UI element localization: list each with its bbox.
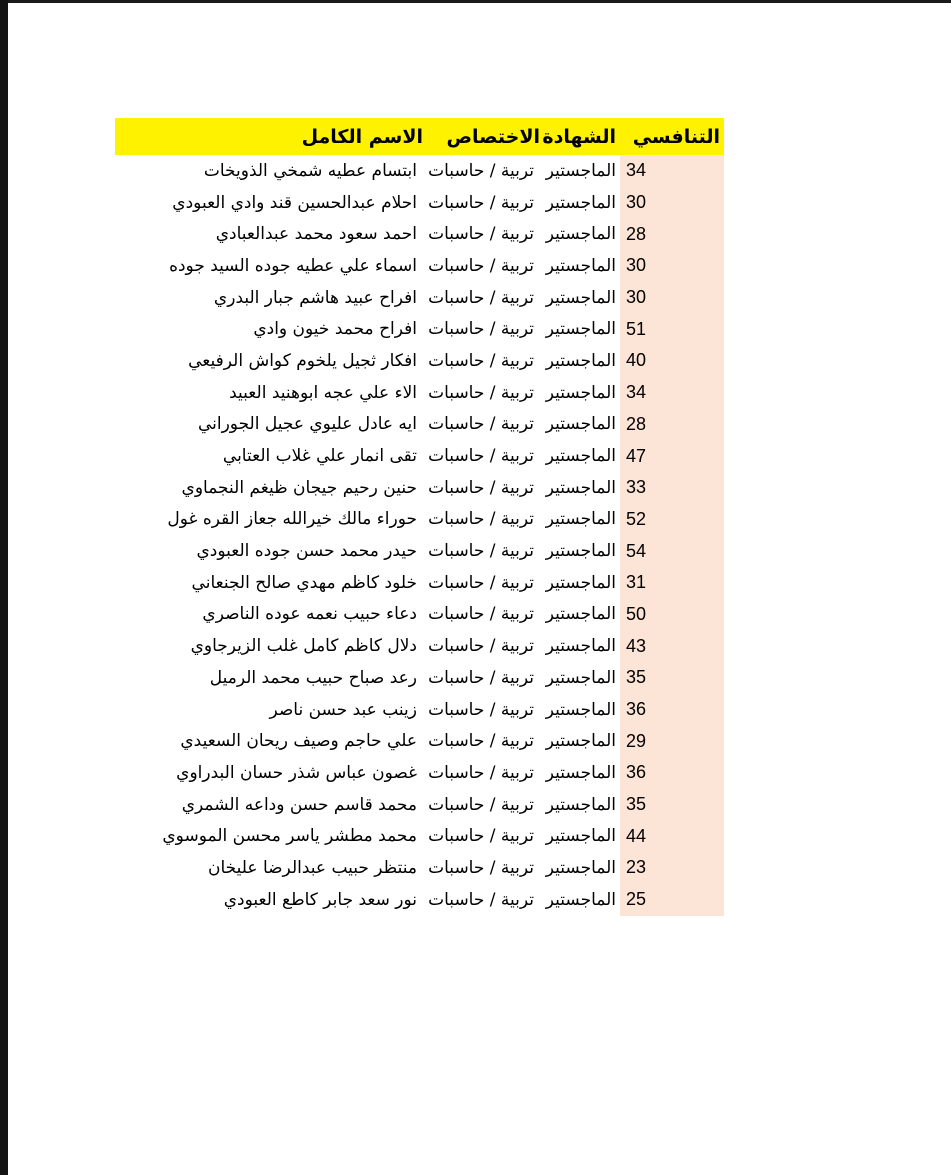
table-row	[115, 187, 724, 219]
score-cell: 30	[620, 282, 724, 314]
table-row	[115, 218, 724, 250]
name-cell: حيدر محمد حسن جوده العبودي	[196, 541, 417, 562]
name-cell: منتظر حبيب عبدالرضا عليخان	[208, 857, 417, 878]
name-cell: دعاء حبيب نعمه عوده الناصري	[202, 604, 417, 625]
specialization-cell: تربية / حاسبات	[428, 541, 534, 562]
specialization-cell: تربية / حاسبات	[428, 636, 534, 657]
certificate-cell: الماجستير	[545, 794, 616, 815]
certificate-cell: الماجستير	[545, 224, 616, 245]
table-row	[115, 630, 724, 662]
window-left-edge	[0, 0, 8, 1175]
score-cell: 36	[620, 694, 724, 726]
score-cell: 35	[620, 789, 724, 821]
score-cell: 33	[620, 472, 724, 504]
score-cell: 40	[620, 345, 724, 377]
window-top-edge	[0, 0, 951, 3]
certificate-cell: الماجستير	[545, 255, 616, 276]
specialization-cell: تربية / حاسبات	[428, 857, 534, 878]
table-row	[115, 377, 724, 409]
table-header	[115, 118, 724, 155]
table-row	[115, 662, 724, 694]
table-row	[115, 250, 724, 282]
score-cell: 50	[620, 599, 724, 631]
name-cell: احمد سعود محمد عبدالعبادي	[215, 224, 417, 245]
score-cell: 51	[620, 313, 724, 345]
table-row	[115, 599, 724, 631]
score-cell: 30	[620, 187, 724, 219]
certificate-cell: الماجستير	[545, 477, 616, 498]
certificate-cell: الماجستير	[545, 287, 616, 308]
table-row	[115, 155, 724, 187]
certificate-cell: الماجستير	[545, 889, 616, 910]
name-cell: افراح محمد خيون وادي	[253, 319, 417, 340]
certificate-cell: الماجستير	[545, 541, 616, 562]
specialization-cell: تربية / حاسبات	[428, 889, 534, 910]
score-cell: 28	[620, 409, 724, 441]
certificate-cell: الماجستير	[545, 192, 616, 213]
table-row	[115, 820, 724, 852]
certificate-cell: الماجستير	[545, 636, 616, 657]
specialization-cell: تربية / حاسبات	[428, 477, 534, 498]
certificate-cell: الماجستير	[545, 160, 616, 181]
name-cell: علي حاجم وصيف ريحان السعيدي	[180, 731, 417, 752]
specialization-cell: تربية / حاسبات	[428, 255, 534, 276]
certificate-cell: الماجستير	[545, 382, 616, 403]
name-cell: دلال كاظم كامل غلب الزيرجاوي	[190, 636, 417, 657]
specialization-cell: تربية / حاسبات	[428, 160, 534, 181]
score-cell: 43	[620, 630, 724, 662]
name-cell: ابتسام عطيه شمخي الذويخات	[203, 160, 417, 181]
table-row	[115, 313, 724, 345]
specialization-cell: تربية / حاسبات	[428, 224, 534, 245]
score-cell: 35	[620, 662, 724, 694]
specialization-cell: تربية / حاسبات	[428, 572, 534, 593]
table-row	[115, 694, 724, 726]
document-page	[115, 118, 724, 916]
specialization-cell: تربية / حاسبات	[428, 762, 534, 783]
specialization-cell: تربية / حاسبات	[428, 509, 534, 530]
specialization-cell: تربية / حاسبات	[428, 699, 534, 720]
table-row	[115, 282, 724, 314]
name-cell: نور سعد جابر كاطع العبودي	[223, 889, 417, 910]
name-cell: حوراء مالك خيرالله جعاز القره غول	[167, 509, 417, 530]
table-row	[115, 535, 724, 567]
name-cell: غصون عباس شذر حسان البدراوي	[176, 762, 417, 783]
score-cell: 30	[620, 250, 724, 282]
score-cell: 54	[620, 535, 724, 567]
specialization-cell: تربية / حاسبات	[428, 826, 534, 847]
table-row	[115, 440, 724, 472]
score-cell: 36	[620, 757, 724, 789]
name-cell: محمد مطشر ياسر محسن الموسوي	[162, 826, 417, 847]
specialization-cell: تربية / حاسبات	[428, 731, 534, 752]
table-row	[115, 757, 724, 789]
certificate-cell: الماجستير	[545, 762, 616, 783]
score-cell: 34	[620, 155, 724, 187]
score-cell: 34	[620, 377, 724, 409]
certificate-cell: الماجستير	[545, 826, 616, 847]
specialization-cell: تربية / حاسبات	[428, 604, 534, 625]
certificate-cell: الماجستير	[545, 572, 616, 593]
specialization-cell: تربية / حاسبات	[428, 287, 534, 308]
table-row	[115, 345, 724, 377]
table-row	[115, 567, 724, 599]
certificate-cell: الماجستير	[545, 731, 616, 752]
name-cell: زينب عبد حسن ناصر	[269, 699, 417, 720]
certificate-cell: الماجستير	[545, 350, 616, 371]
specialization-cell: تربية / حاسبات	[428, 382, 534, 403]
name-cell: محمد قاسم حسن وداعه الشمري	[181, 794, 417, 815]
certificate-cell: الماجستير	[545, 414, 616, 435]
candidates-table	[115, 118, 724, 916]
table-row	[115, 789, 724, 821]
score-cell: 23	[620, 852, 724, 884]
name-cell: الاء علي عجه ابوهنيد العبيد	[229, 382, 417, 403]
name-cell: افراح عبيد هاشم جبار البدري	[213, 287, 417, 308]
specialization-cell: تربية / حاسبات	[428, 446, 534, 467]
specialization-cell: تربية / حاسبات	[428, 794, 534, 815]
name-cell: احلام عبدالحسين قند وادي العبودي	[172, 192, 417, 213]
specialization-cell: تربية / حاسبات	[428, 350, 534, 371]
table-row	[115, 504, 724, 536]
table-row	[115, 472, 724, 504]
certificate-cell: الماجستير	[545, 509, 616, 530]
header-row	[115, 118, 724, 155]
score-cell: 47	[620, 440, 724, 472]
specialization-cell: تربية / حاسبات	[428, 319, 534, 340]
name-cell: حنين رحيم جيجان ظيغم النجماوي	[181, 477, 417, 498]
certificate-cell: الماجستير	[545, 319, 616, 340]
table-body	[115, 155, 724, 916]
specialization-cell: تربية / حاسبات	[428, 667, 534, 688]
score-cell: 31	[620, 567, 724, 599]
score-cell: 25	[620, 884, 724, 916]
table-row	[115, 884, 724, 916]
name-cell: اسماء علي عطيه جوده السيد جوده	[169, 255, 417, 276]
header-specialization: الاختصاص	[427, 118, 544, 155]
name-cell: ايه عادل عليوي عجيل الجوراني	[197, 414, 417, 435]
header-score: التنافسي	[620, 118, 724, 155]
certificate-cell: الماجستير	[545, 667, 616, 688]
certificate-cell: الماجستير	[545, 857, 616, 878]
header-certificate: الشهادة	[544, 118, 620, 155]
name-cell: خلود كاظم مهدي صالح الجنعاني	[191, 572, 417, 593]
score-cell: 44	[620, 820, 724, 852]
score-cell: 52	[620, 504, 724, 536]
table-row	[115, 409, 724, 441]
score-cell: 29	[620, 725, 724, 757]
certificate-cell: الماجستير	[545, 446, 616, 467]
name-cell: رعد صباح حبيب محمد الرميل	[209, 667, 417, 688]
certificate-cell: الماجستير	[545, 604, 616, 625]
certificate-cell: الماجستير	[545, 699, 616, 720]
name-cell: افكار ثجيل يلخوم كواش الرفيعي	[188, 350, 417, 371]
score-cell: 28	[620, 218, 724, 250]
specialization-cell: تربية / حاسبات	[428, 192, 534, 213]
name-cell: تقى انمار علي غلاب العتابي	[222, 446, 417, 467]
specialization-cell: تربية / حاسبات	[428, 414, 534, 435]
table-row	[115, 725, 724, 757]
header-full-name: الاسم الكامل	[115, 118, 427, 155]
table-row	[115, 852, 724, 884]
